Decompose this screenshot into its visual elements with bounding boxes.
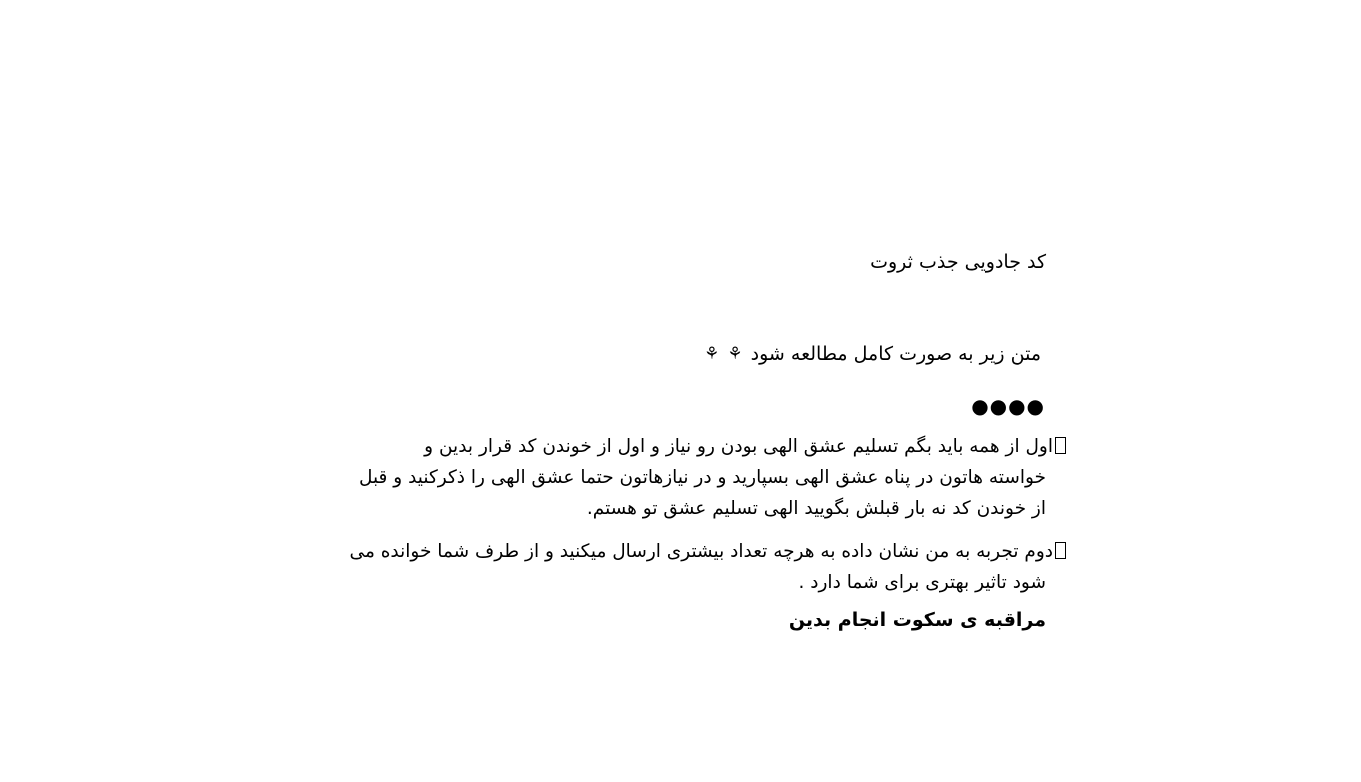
subtitle-row bbox=[704, 345, 1041, 364]
paragraph-2 bbox=[350, 536, 1066, 598]
paragraph-2-line-2: شود تاثیر بهتری برای شما دارد . bbox=[798, 572, 1046, 593]
paragraph-1-line-1: اول از همه باید بگم تسلیم عشق الهی بودن رو نیاز و اول از خوندن کد قرار بدین و bbox=[359, 431, 1066, 462]
missing-glyph-icon bbox=[1055, 542, 1066, 559]
bullet-dots: ●●●● bbox=[971, 394, 1045, 418]
paragraph-2-line-1: دوم تجربه به من نشان داده به هرچه تعداد بیشتری ارسال میکنید و از طرف شما خوانده می bbox=[350, 536, 1066, 567]
flower-icon: ⚘ bbox=[704, 344, 720, 364]
missing-glyph-icon bbox=[1055, 437, 1066, 454]
paragraph-1-line-3: از خوندن کد نه بار قبلش بگویید الهی تسلیم عشق تو هستم. bbox=[586, 498, 1046, 519]
subtitle-text: متن زیر به صورت کامل مطالعه شود bbox=[750, 343, 1041, 365]
paragraph-1 bbox=[359, 431, 1066, 524]
document-title: کد جادویی جذب ثروت bbox=[870, 251, 1046, 273]
paragraph-1-line-2: خواسته هاتون در پناه عشق الهی بسپارید و در نیازهاتون حتما عشق الهی را ذکرکنید و قبل bbox=[358, 467, 1046, 488]
flower-icon: ⚘ bbox=[727, 344, 743, 364]
meditation-line: مراقبه ی سکوت انجام بدین bbox=[788, 609, 1046, 631]
